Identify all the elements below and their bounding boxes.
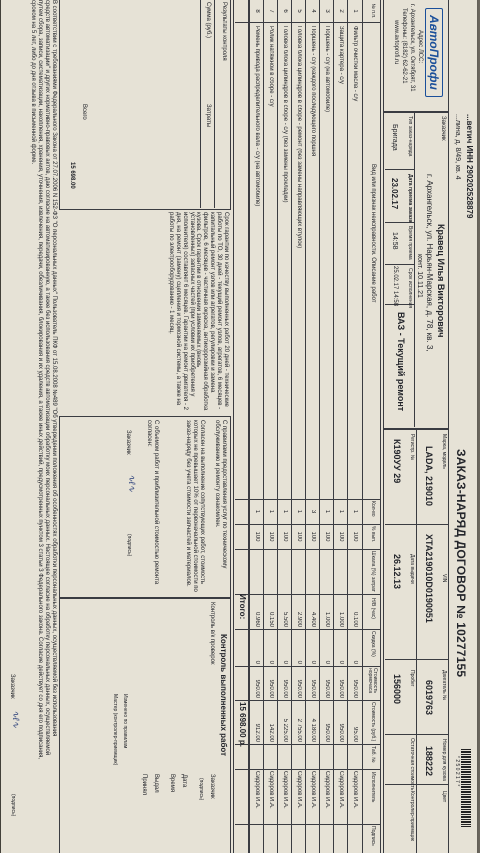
cell-cost_nh: 950.00 bbox=[310, 679, 316, 698]
results-sum-label: Сумма (руб.) bbox=[205, 2, 211, 38]
time-label: Время bbox=[169, 774, 175, 793]
cell-exec: Сидоров И.А. bbox=[282, 771, 288, 809]
cell-nh: 0.150 bbox=[268, 611, 274, 627]
cell-sum: 950.00 bbox=[338, 723, 344, 742]
barcode-caption: * 2 5 0 2 1 7 * bbox=[454, 756, 460, 787]
cell-pct: 100 bbox=[338, 531, 344, 542]
warranty-text: Срок гарантии по качеству выполненных работ 20 дней - технические работы по ТО, 30 дней - текущий ремонт узлов, агрегатов, 6 месяцев - капитальный ремонт узлов или агрегатов, регулировки и замена фильтров, 6 месяцев - частичная окраска, антикоррозийная обработка кузова. Срок гарантии в отношении заменяемых (вновь установленных) запасных частей (при условии их приобретения у исполнителя) составляет 6 месяцев. Гарантии на ремонт двигателя - 2 дня, на ремонт (замену) сцепления и тормозной системы, а также на работы по электрооборудованию - 1 месяц. bbox=[167, 212, 229, 411]
work-kind: ВАЗ - Текущий ремонт bbox=[396, 312, 406, 412]
company-logo: АвтоПрофи bbox=[425, 8, 443, 97]
col-pct: % вып. bbox=[370, 526, 376, 543]
row-divider bbox=[319, 0, 320, 853]
customer-label-3: Заказчик bbox=[9, 674, 15, 699]
cell-disc: 0 bbox=[310, 660, 316, 664]
due-value: 25.02.17 14:58 bbox=[392, 266, 398, 307]
agreement-text: Согласен на выполнение сопутствующих работ, стоимость которых не превышает 10% от первоначальной стоимости по заказ-наряду без учета стоимости запчастей и материалов. bbox=[185, 420, 205, 592]
agreement2-text: С объемом работ и приблизительной стоимостью ремонта согласен: bbox=[146, 420, 159, 585]
control-clerk-label: Контролер-приемщик bbox=[409, 791, 415, 841]
cell-sum: 2 755.00 bbox=[296, 718, 302, 742]
col-norm: Шкала (%) затрат bbox=[370, 551, 376, 592]
cell-sum: 142.00 bbox=[268, 723, 274, 742]
row-divider bbox=[291, 0, 292, 853]
cell-cost_nh: 950.00 bbox=[296, 679, 302, 698]
cell-nh: 2.900 bbox=[296, 611, 302, 627]
total-label: Итого: bbox=[238, 594, 247, 620]
cell-name: Поршень - с/у (каждого последующего поршня bbox=[310, 26, 316, 157]
cell-pct: 100 bbox=[254, 531, 260, 542]
col-tab: Таб. № bbox=[370, 746, 376, 763]
cell-nh: 0.960 bbox=[254, 611, 260, 627]
cell-nh: 5.500 bbox=[282, 611, 288, 627]
cell-sum: 5 225.00 bbox=[282, 718, 288, 742]
vin-value: XTA219010D0190051 bbox=[424, 534, 434, 623]
cell-sum: 95.00 bbox=[352, 726, 358, 742]
results-total-value: 15 698.00 bbox=[69, 162, 75, 189]
cell-nh: 1.000 bbox=[324, 611, 330, 627]
customer-label-1: Заказчик bbox=[125, 430, 131, 455]
row-divider bbox=[263, 0, 264, 853]
check-side: Мастер (контролер-приемщик) bbox=[112, 694, 118, 766]
cell-disc: 0 bbox=[352, 660, 358, 664]
total-value: 15 698.00 р. bbox=[238, 702, 247, 747]
cell-exec: Сидоров И.А. bbox=[254, 771, 260, 809]
cell-pct: 100 bbox=[282, 531, 288, 542]
personal-data-text: В соответствии с требованиями Федерального Закона от 27.07.2006 N 152-ФЗ "О персональных данных" Пользователь ПКФ от 15.08.2008 №489 "Об утверждении положения об особенностях обработки персональных данных, осуществляемой без использования средств автоматизации" и других нормативно-правовых актов, даю согласие на автоматизированную, а также без использования средств автоматизации обработку моих персональных данных. Настоящее согласие на обработку персональных данных, осуществляемой путем сбора, записи, систематизации, накопления, хранения, уточнения, извлечения, передачи, обезличивания, блокирования и их удаления, а также иных действий, предусмотренных пунктом 3 статьи 3 Федерального закона. Согласие действует со дня его подписания, сроком на 5 лет, либо до дня отзыва в письменной форме. bbox=[30, 0, 57, 760]
cell-qty: 1 bbox=[254, 509, 260, 514]
control-block bbox=[59, 598, 231, 853]
cell-exec: Сидоров И.А. bbox=[324, 771, 330, 809]
cell-disc: 0 bbox=[338, 660, 344, 664]
cell-disc: 0 bbox=[268, 660, 274, 664]
results-total-label: Всего bbox=[81, 104, 87, 120]
document-title: ЗАКАЗ-НАРЯД ДОГОВОР № 10277155 bbox=[454, 449, 468, 678]
cell-disc: 0 bbox=[282, 660, 288, 664]
cell-nh: 1.000 bbox=[338, 611, 344, 627]
row-divider bbox=[277, 0, 278, 853]
cell-name: Головка блока цилиндров в сборе - с/у (без замены прокладки) bbox=[282, 26, 288, 203]
mileage-value: 156000 bbox=[392, 674, 402, 705]
control-title: Контроль выполненных работ bbox=[219, 634, 228, 756]
cell-name: Головка блока цилиндров в сборе - ремонт (без замены направляющих втулок) bbox=[296, 26, 302, 249]
cell-name: Ремень привода распределительного вала - с/у (на автомобиле) bbox=[254, 26, 260, 207]
col-sign: Подпись bbox=[370, 826, 376, 846]
cell-cost_nh: 950.00 bbox=[338, 679, 344, 698]
handwritten-signature: ∿ℓ∿ bbox=[127, 474, 137, 492]
row-divider bbox=[305, 0, 306, 853]
col-sum: Стоимость (руб.) bbox=[370, 702, 376, 742]
order-type-label: Тип заказ-наряда bbox=[407, 116, 413, 157]
customer-label-2: Заказчик bbox=[209, 774, 215, 799]
model-value: LADA, 219010 bbox=[424, 446, 434, 507]
cell-sum: 950.00 bbox=[324, 723, 330, 742]
cell-cost_nh: 950.00 bbox=[282, 679, 288, 698]
cell-num: 2 bbox=[338, 9, 344, 13]
cell-pct: 100 bbox=[268, 531, 274, 542]
col-exec: Исполнитель bbox=[370, 772, 376, 803]
order-type-value: Бригада bbox=[391, 124, 398, 151]
cell-qty: 1 bbox=[296, 509, 302, 514]
reg-label: Регистр. № bbox=[409, 434, 415, 461]
chassis-label: Номер для кузова bbox=[441, 739, 447, 781]
cell-qty: 1 bbox=[268, 509, 274, 514]
due-label: Срок исполнения bbox=[407, 268, 413, 309]
row-divider bbox=[333, 0, 334, 853]
cell-cost_nh: 950.00 bbox=[324, 679, 330, 698]
accept-label: Принял bbox=[141, 774, 147, 796]
cell-num: 7 bbox=[268, 9, 274, 13]
accept-date-label: Дата приема заказа bbox=[407, 174, 413, 223]
cell-cost_nh: 950.00 bbox=[268, 679, 274, 698]
engine-value: 6019763 bbox=[424, 680, 434, 716]
col-qty: Кол-во bbox=[370, 501, 376, 517]
cell-qty: 1 bbox=[282, 509, 288, 514]
col-nh: Н/В (час) bbox=[370, 598, 376, 619]
control-side: Контроль в/к проверок bbox=[209, 602, 215, 665]
col-disc: Скидка (%) bbox=[370, 631, 376, 657]
cell-num: 8 bbox=[254, 9, 260, 13]
client-name: Кравец Илья Викторович bbox=[436, 224, 446, 338]
cell-qty: 1 bbox=[352, 509, 358, 514]
col-cost-nh: Стоимость нормочаса bbox=[367, 668, 378, 694]
issue-label: Выдал bbox=[153, 774, 159, 793]
cell-name: Поршень - с/у (на автомобиле) bbox=[324, 26, 330, 113]
cell-exec: Сидоров И.А. bbox=[310, 771, 316, 809]
cell-name: Ролик натяжной в сборе - с/у bbox=[268, 26, 274, 107]
cell-exec: Сидоров И.А. bbox=[268, 771, 274, 809]
cell-pct: 100 bbox=[296, 531, 302, 542]
cell-num: 6 bbox=[282, 9, 288, 13]
results-costs-label: Затраты bbox=[205, 104, 211, 128]
issue-date-value: 26.12.13 bbox=[392, 554, 402, 590]
cell-disc: 0 bbox=[296, 660, 302, 664]
cell-pct: 100 bbox=[324, 531, 330, 542]
model-label: Марка, модель bbox=[441, 434, 447, 469]
barcode bbox=[461, 749, 471, 827]
cell-disc: 0 bbox=[324, 660, 330, 664]
client-label: Заказчик bbox=[440, 116, 446, 141]
cell-exec: Сидоров И.А. bbox=[296, 771, 302, 809]
color-label: Цвет bbox=[441, 791, 447, 803]
cell-pct: 100 bbox=[310, 531, 316, 542]
client-phone: конт. 10.11.21 bbox=[416, 254, 423, 298]
cell-cost_nh: 950.00 bbox=[254, 679, 260, 698]
chassis-value: 188222 bbox=[424, 746, 434, 777]
inn-line: ...ветич ИНН 290202528879 bbox=[465, 114, 474, 219]
company-line-1: г. Архангельск, ул. Октябрят, 31 bbox=[409, 4, 415, 92]
col-num: № п.п. bbox=[370, 3, 376, 19]
cell-name: Фильтр очистки масла - с/у bbox=[352, 26, 358, 102]
vin-label: VIN bbox=[441, 574, 447, 583]
accept-time-value: 14:58 bbox=[391, 232, 398, 250]
accept-date-value: 23.02.17 bbox=[390, 178, 399, 210]
sign-hint-3: (подпись) bbox=[10, 794, 16, 817]
cell-num: 1 bbox=[352, 9, 358, 13]
client-address: г. Архангельск, ул. Нарьян-Марская, д. 78, кв. 3, bbox=[425, 174, 434, 352]
cell-pct: 100 bbox=[352, 531, 358, 542]
col-name: Вид или признак неисправности. Описание работ bbox=[370, 164, 376, 303]
cell-num: 3 bbox=[324, 9, 330, 13]
cell-qty: 3 bbox=[310, 509, 316, 514]
cell-qty: 1 bbox=[324, 509, 330, 514]
row-divider bbox=[249, 0, 250, 853]
cell-cost_nh: 950.00 bbox=[352, 679, 358, 698]
rules-text: С правилами предоставления услуг по техническому обслуживанию и ремонту ознакомлен. bbox=[214, 420, 227, 569]
reg-value: К190УУ 29 bbox=[392, 439, 402, 484]
sign-hint-1: (подпись) bbox=[126, 534, 132, 557]
company-line-3: www.avtoprofi.ru bbox=[393, 20, 399, 65]
cell-sum: 912.00 bbox=[254, 723, 260, 742]
mileage-label: Пробег bbox=[409, 670, 415, 687]
cell-num: 4 bbox=[310, 9, 316, 13]
cell-exec: Сидоров И.А. bbox=[352, 771, 358, 809]
accept-time-label: Время приема bbox=[407, 226, 413, 260]
issue-side: Изменено по правилам bbox=[122, 694, 128, 749]
cell-sum: 4 180.00 bbox=[310, 718, 316, 742]
cell-exec: Сидоров И.А. bbox=[338, 771, 344, 809]
cell-nh: 0.100 bbox=[352, 611, 358, 627]
cell-disc: 0 bbox=[254, 660, 260, 664]
remaining-label: Остаточная стоимость bbox=[409, 738, 415, 791]
engine-label: Двигатель № bbox=[441, 670, 447, 701]
handwritten-signature-2: ∿ℓ∿ bbox=[11, 710, 21, 728]
cell-name: Защита картера - с/у bbox=[338, 26, 344, 84]
cell-qty: 1 bbox=[338, 509, 344, 514]
address-top-line: ...лина, д. 8/49, кв. 4 bbox=[454, 114, 461, 180]
company-address-label: Адрес ЛСС: bbox=[417, 30, 423, 64]
cell-nh: 4.400 bbox=[310, 611, 316, 627]
sign-hint-2: (подпись) bbox=[198, 778, 204, 801]
company-line-2: Телефоны: (8182) 62-62-21 bbox=[401, 8, 407, 84]
issue-date-label: Дата выдачи bbox=[409, 554, 415, 584]
row-divider bbox=[347, 0, 348, 853]
cell-num: 5 bbox=[296, 9, 302, 13]
work-order-document bbox=[1, 0, 477, 853]
date-label: Дата bbox=[181, 774, 187, 788]
results-label: Результаты контроля bbox=[221, 2, 227, 61]
